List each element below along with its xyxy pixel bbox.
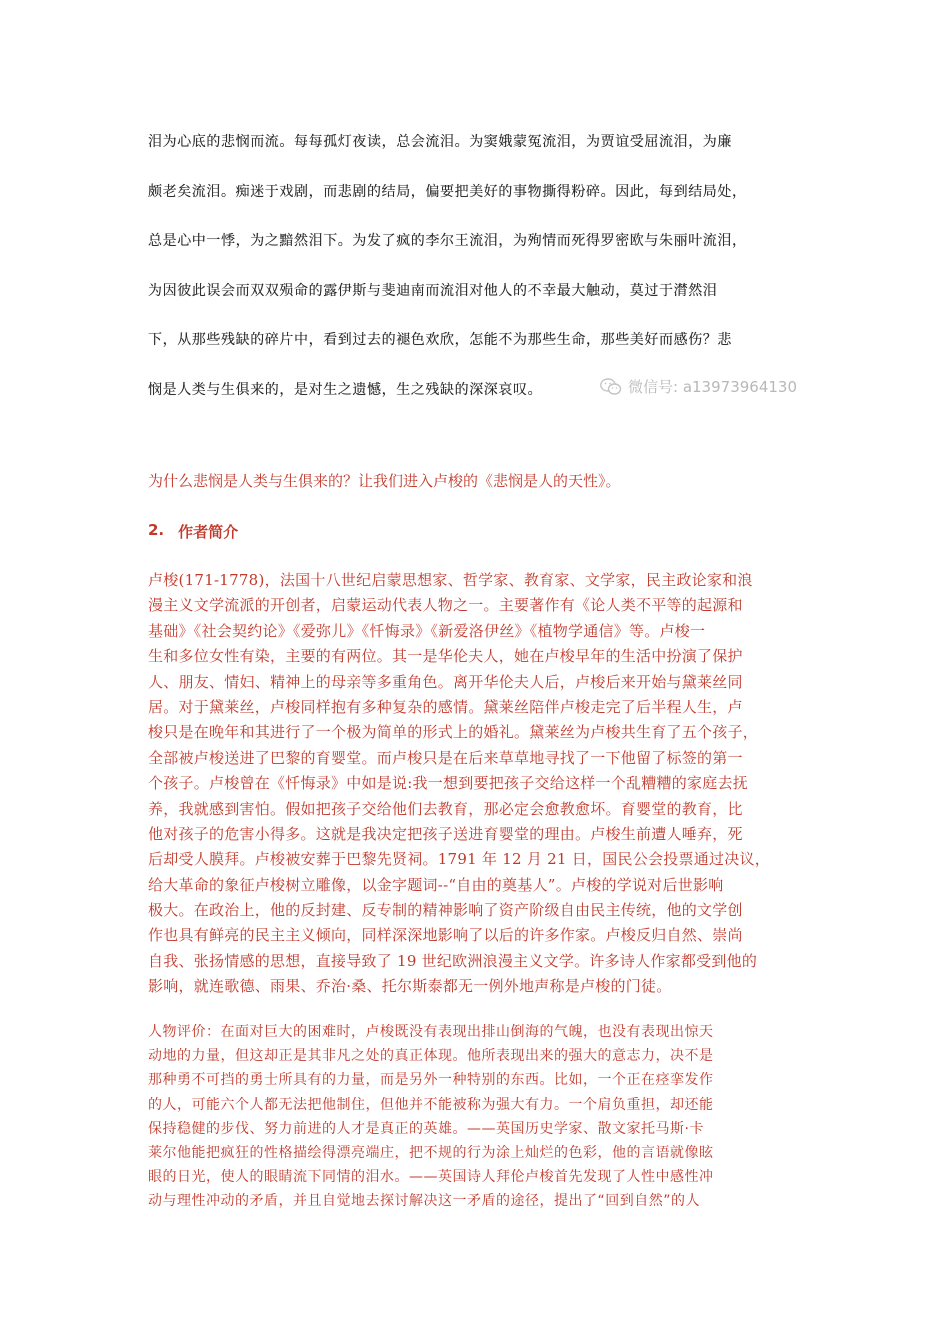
- eval-line: 莱尔他能把疯狂的性格描绘得漂亮端庄，把不规的行为涂上灿烂的色彩，他的言语就像眩: [148, 1144, 714, 1161]
- wechat-watermark: [600, 376, 797, 397]
- bio-line: 人、朋友、情妇、精神上的母亲等多重角色。离开华伦夫人后，卢梭后来开始与黛莱丝同: [148, 672, 743, 691]
- bio-line: 给大革命的象征卢梭树立雕像，以金字题词--“自由的奠基人”。卢梭的学说对后世影响: [148, 875, 724, 894]
- eval-line: 的人，可能六个人都无法把他制住，但他并不能被称为强大有力。一个肩负重担，却还能: [148, 1096, 714, 1113]
- quote-line: 颇老矣流泪。痴迷于戏剧，而悲剧的结局，偏要把美好的事物撕得粉碎。因此，每到结局处，: [148, 183, 747, 200]
- bio-line: 作也具有鲜亮的民主主义倾向，同样深深地影响了以后的许多作家。卢梭反归自然、崇尚: [148, 926, 743, 945]
- quote-line: 泪为心底的悲悯而流。每每孤灯夜读，总会流泪。为窦娥蒙冤流泪，为贾谊受屈流泪，为廉: [148, 134, 732, 150]
- wechat-icon: [600, 378, 622, 396]
- eval-line: 那种勇不可挡的勇士所具有的力量，而是另外一种特别的东西。比如，一个正在痉挛发作: [148, 1072, 714, 1089]
- watermark-text: 微信号: a13973964130: [628, 378, 797, 396]
- bio-line: 极大。在政治上，他的反封建、反专制的精神影响了资产阶级自由民主传统，他的文学创: [148, 901, 743, 920]
- bio-line: 他对孩子的危害小得多。这就是我决定把孩子送进育婴堂的理由。卢梭生前遭人唾弃，死: [148, 824, 743, 843]
- bio-line: 后却受人膜拜。卢梭被安葬于巴黎先贤祠。1791 年 12 月 21 日，国民公会投票通过决议，: [148, 850, 770, 869]
- quote-line: 悯是人类与生俱来的，是对生之遗憾，生之残缺的深深哀叹。: [148, 381, 543, 398]
- quote-line: 为因彼此误会而双双殒命的露伊斯与斐迪南而流泪对他人的不幸最大触动，莫过于潸然泪: [148, 282, 718, 299]
- bio-line: 影响，就连歌德、雨果、乔治·桑、托尔斯泰都无一例外地声称是卢梭的门徒。: [148, 977, 672, 996]
- bio-line: 自我、张扬情感的思想，直接导致了 19 世纪欧洲浪漫主义文学。许多诗人作家都受到他的: [148, 951, 758, 970]
- bio-line: 基础》《社会契约论》《爱弥儿》《忏悔录》《新爱洛伊丝》《植物学通信》等。卢梭一: [148, 621, 706, 640]
- eval-line: 人物评价：在面对巨大的困难时，卢梭既没有表现出排山倒海的气魄，也没有表现出惊天: [148, 1024, 714, 1040]
- quote-line: 下，从那些残缺的碎片中，看到过去的褪色欢欣，怎能不为那些生命，那些美好而感伤？悲: [148, 332, 732, 348]
- section-title: 作者简介: [178, 523, 239, 541]
- bio-line: 个孩子。卢梭曾在《忏悔录》中如是说:我一想到要把孩子交给这样一个乱糟糟的家庭去抚: [148, 774, 749, 793]
- character-evaluation-paragraph: [148, 1020, 808, 1214]
- bio-line: 全部被卢梭送进了巴黎的育婴堂。而卢梭只是在后来草草地寻找了一下他留了标签的第一: [148, 748, 743, 767]
- bio-line: 生和多位女性有染，主要的有两位。其一是华伦夫人，她在卢梭早年的生活中扮演了保护: [148, 647, 743, 666]
- bio-line: 养，我就感到害怕。假如把孩子交给他们去教育，那必定会愈教愈坏。育婴堂的教育，比: [148, 799, 743, 818]
- author-bio-paragraph: [148, 568, 800, 1000]
- bio-line: 卢梭(171-1778)，法国十八世纪启蒙思想家、哲学家、教育家、文学家，民主政论家和浪: [148, 571, 753, 589]
- eval-line: 保持稳健的步伐、努力前进的人才是真正的英雄。——英国历史学家、散文家托马斯·卡: [148, 1120, 704, 1137]
- eval-line: 动与理性冲动的矛盾，并且自觉地去探讨解决这一矛盾的途径，提出了“回到自然”的人: [148, 1193, 701, 1210]
- bio-line: 漫主义文学流派的开创者，启蒙运动代表人物之一。主要著作有《论人类不平等的起源和: [148, 596, 743, 615]
- quote-line: 总是心中一悸，为之黯然泪下。为发了疯的李尔王流泪，为殉情而死得罗密欧与朱丽叶流泪，: [148, 233, 747, 249]
- section-number: 2.: [148, 521, 165, 539]
- eval-line: 动地的力量，但这却正是其非凡之处的真正体现。他所表现出来的强大的意志力，决不是: [148, 1048, 714, 1065]
- section-heading: [148, 521, 238, 542]
- eval-line: 眼的日光，使人的眼睛流下同情的泪水。——英国诗人拜伦卢梭首先发现了人性中感性冲: [148, 1169, 714, 1186]
- bio-line: 梭只是在晚年和其进行了一个极为简单的形式上的婚礼。黛莱丝为卢梭共生育了五个孩子，: [148, 723, 759, 742]
- intro-question: 为什么悲悯是人类与生俱来的？让我们进入卢梭的《悲悯是人的天性》。: [148, 472, 621, 490]
- bio-line: 居。对于黛莱丝，卢梭同样抱有多种复杂的感情。黛莱丝陪伴卢梭走完了后半程人生，卢: [148, 697, 743, 716]
